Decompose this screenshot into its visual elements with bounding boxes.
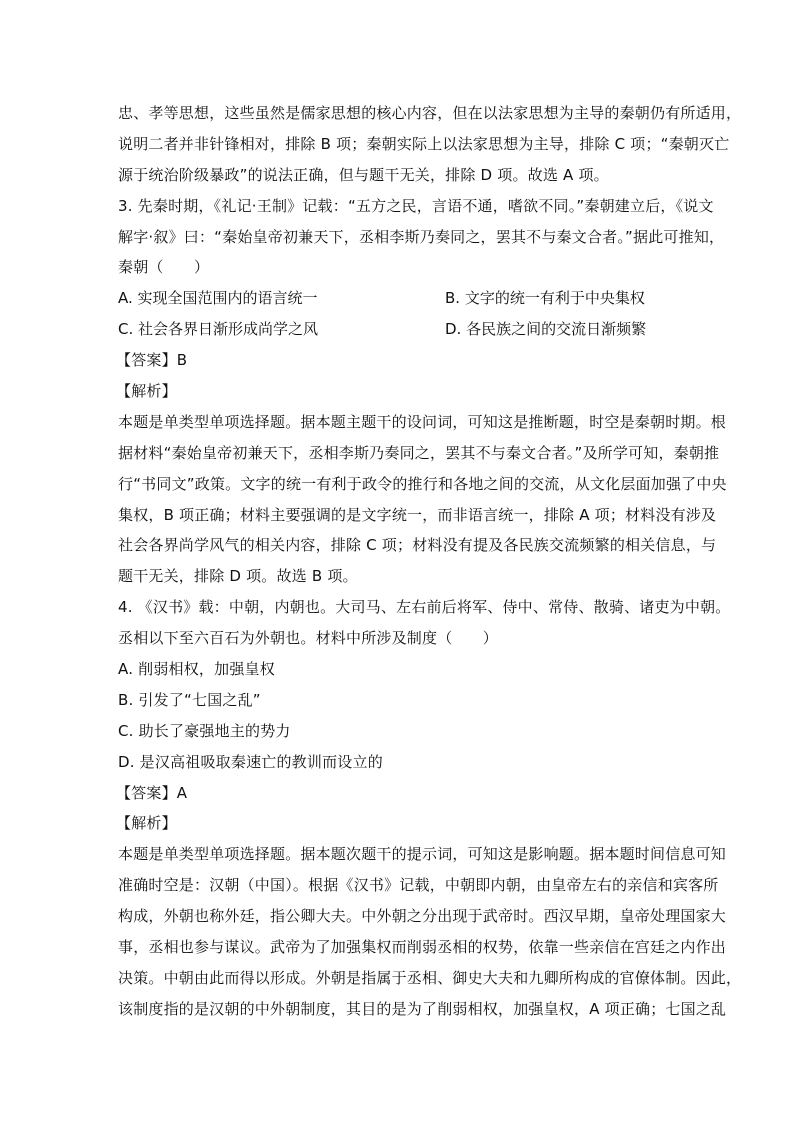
text-line: 说明二者并非针锋相对，排除 B 项；秦朝实际上以法家思想为主导，排除 C 项；“秦朝灭亡 — [118, 134, 730, 153]
analysis-text: 决策。中朝由此而得以形成。外朝是指属于丞相、御史大夫和九卿所构成的官僚体制。因此， — [118, 968, 742, 987]
document-page — [116, 98, 742, 1025]
option-a: A. 实现全国范围内的语言统一 — [118, 289, 318, 308]
option-a: A. 削弱相权，加强皇权 — [118, 660, 275, 679]
analysis-text: 准确时空是：汉朝（中国）。根据《汉书》记载，中朝即内朝，由皇帝左右的亲信和宾客所 — [118, 876, 719, 895]
analysis-label: 【解析】 — [116, 814, 177, 833]
analysis-text: 题干无关，排除 D 项。故选 B 项。 — [118, 567, 358, 586]
text-line: 忠、孝等思想，这些虽然是儒家思想的核心内容，但在以法家思想为主导的秦朝仍有所适用， — [118, 104, 742, 122]
option-b: B. 文字的统一有利于中央集权 — [445, 289, 645, 308]
answer-label: 【答案】B — [116, 351, 188, 370]
analysis-text: 据材料“秦始皇帝初兼天下，丞相李斯乃奏同之，罢其不与秦文合者。”及所学可知，秦朝推 — [118, 443, 720, 462]
analysis-text: 本题是单类型单项选择题。据本题次题干的提示词，可知这是影响题。据本题时间信息可知 — [118, 845, 727, 864]
question-4-stem: 丞相以下至六百石为外朝也。材料中所涉及制度（ ） — [118, 629, 499, 648]
analysis-text: 该制度指的是汉朝的中外朝制度，其目的是为了削弱相权，加强皇权，A 项正确；七国之乱 — [118, 999, 727, 1018]
option-d: D. 是汉高祖吸取秦速亡的教训而设立的 — [118, 752, 383, 771]
question-3-options-row — [118, 283, 680, 314]
text-line: 源于统治阶级暴政”的说法正确，但与题干无关，排除 D 项。故选 A 项。 — [118, 165, 609, 184]
analysis-text: 行“书同文”政策。文字的统一有利于政令的推行和各地之间的交流，从文化层面加强了中央 — [118, 474, 727, 493]
option-c: C. 社会各界日渐形成尚学之风 — [118, 320, 319, 339]
analysis-text: 本题是单类型单项选择题。据本题主题干的设问词，可知这是推断题，时空是秦朝时期。根 — [118, 412, 727, 431]
question-3-stem: 秦朝（ ） — [118, 258, 210, 277]
question-3-options-row — [118, 314, 680, 345]
analysis-text: 社会各界尚学风气的相关内容，排除 C 项；材料没有提及各民族交流频繁的相关信息，与 — [118, 536, 717, 555]
analysis-text: 集权，B 项正确；材料主要强调的是文字统一，而非语言统一，排除 A 项；材料没有涉及 — [118, 505, 717, 524]
analysis-text: 构成，外朝也称外廷，指公卿大夫。中外朝之分出现于武帝时。西汉早期，皇帝处理国家大 — [118, 907, 727, 926]
question-4-stem: 4. 《汉书》载：中朝，内朝也。大司马、左右前后将军、侍中、常侍、散骑、诸吏为中朝。 — [118, 598, 731, 617]
analysis-label: 【解析】 — [116, 382, 177, 401]
analysis-text: 事，丞相也参与谋议。武帝为了加强集权而削弱丞相的权势，依靠一些亲信在宫廷之内作出 — [118, 938, 727, 957]
question-3-stem: 3. 先秦时期，《礼记·王制》记载：“五方之民，言语不通，嗜欲不同。”秦朝建立后，《说文 — [118, 196, 714, 215]
option-d: D. 各民族之间的交流日渐频繁 — [445, 320, 647, 339]
option-b: B. 引发了“七国之乱” — [118, 690, 261, 709]
answer-label: 【答案】A — [116, 783, 188, 802]
question-3-stem: 解字·叙》曰：“秦始皇帝初兼天下，丞相李斯乃奏同之，罢其不与秦文合者。”据此可推知， — [118, 227, 725, 246]
option-c: C. 助长了豪强地主的势力 — [118, 721, 291, 740]
